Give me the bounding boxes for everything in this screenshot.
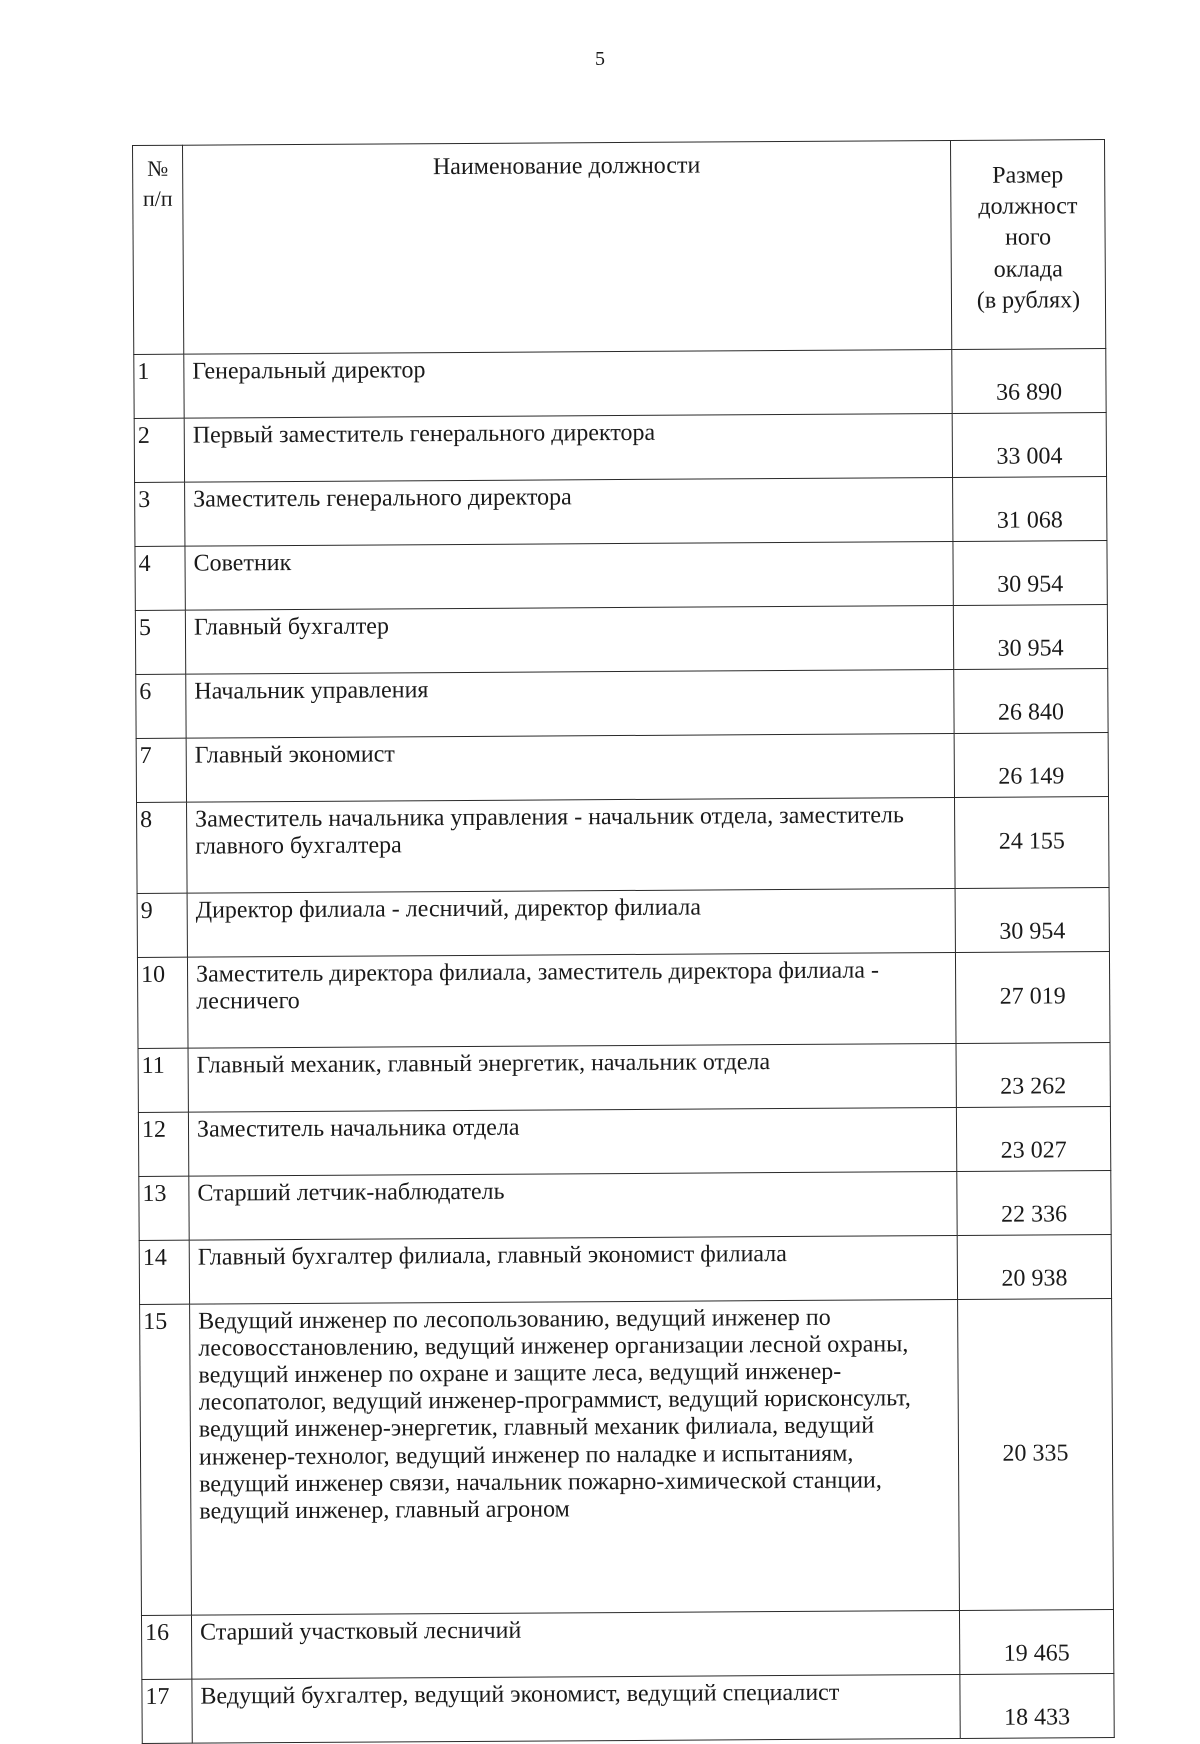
row-position-name: Ведущий бухгалтер, ведущий экономист, ведущий специалист <box>192 1674 960 1743</box>
row-position-name: Директор филиала - лесничий, директор филиала <box>187 888 955 957</box>
table-row <box>137 952 1110 1049</box>
table-row <box>135 477 1107 547</box>
table-row <box>134 349 1106 419</box>
row-salary: 30 954 <box>955 888 1109 953</box>
row-position-name: Главный бухгалтер филиала, главный экономист филиала <box>189 1235 957 1304</box>
table-row <box>141 1610 1113 1680</box>
row-salary: 31 068 <box>953 477 1107 542</box>
table-row <box>139 1235 1111 1305</box>
row-position-name: Старший летчик-наблюдатель <box>189 1171 957 1240</box>
row-position-name: Заместитель директора филиала, заместитель директора филиала - лесничего <box>187 952 956 1048</box>
row-position-name: Главный механик, главный энергетик, начальник отдела <box>188 1043 956 1112</box>
row-number: 5 <box>135 610 185 674</box>
row-salary: 30 954 <box>953 541 1107 606</box>
row-position-name: Главный экономист <box>186 733 954 802</box>
row-salary: 30 954 <box>953 605 1107 670</box>
page-number: 5 <box>595 48 605 70</box>
table-row <box>136 733 1108 803</box>
row-position-name: Старший участковый лесничий <box>191 1610 959 1679</box>
row-number: 6 <box>136 674 186 738</box>
row-salary: 23 027 <box>956 1107 1110 1172</box>
row-number: 12 <box>138 1112 188 1176</box>
row-position-name: Начальник управления <box>186 669 954 738</box>
table-row <box>139 1171 1111 1241</box>
row-number: 11 <box>138 1048 188 1112</box>
row-salary: 26 840 <box>954 669 1108 734</box>
row-number: 9 <box>137 893 187 957</box>
table-row <box>137 797 1110 894</box>
row-position-name: Главный бухгалтер <box>185 605 953 674</box>
row-salary: 27 019 <box>955 952 1110 1044</box>
row-number: 2 <box>134 418 184 482</box>
row-position-name: Заместитель генерального директора <box>185 477 953 546</box>
table-row <box>134 413 1106 483</box>
row-salary: 26 149 <box>954 733 1108 798</box>
salary-table <box>132 139 1115 1744</box>
row-number: 10 <box>137 957 188 1048</box>
row-salary: 24 155 <box>955 797 1110 889</box>
header-number: № п/п <box>133 145 184 354</box>
table-row <box>136 669 1108 739</box>
row-salary: 36 890 <box>952 349 1106 414</box>
row-position-name: Заместитель начальника управления - начальник отдела, заместитель главного бухгалтера <box>187 797 956 893</box>
table-row <box>138 1043 1110 1113</box>
table-row <box>135 605 1107 675</box>
row-salary: 23 262 <box>956 1043 1110 1108</box>
row-salary: 20 335 <box>958 1299 1114 1611</box>
row-position-name: Советник <box>185 541 953 610</box>
header-salary: Размер должност ного оклада (в рублях) <box>950 140 1105 350</box>
row-salary: 33 004 <box>952 413 1106 478</box>
row-salary: 20 938 <box>957 1235 1111 1300</box>
row-number: 3 <box>135 482 185 546</box>
table-header-row <box>133 140 1106 355</box>
header-position-name: Наименование должности <box>183 141 952 355</box>
row-number: 16 <box>141 1615 191 1679</box>
row-position-name: Ведущий инженер по лесопользованию, ведущий инженер по лесовосстановлению, ведущий инженер организации лесной охраны, ведущий инженер по охране и защите леса, ведущий инженер-лесопатолог, ведущий инженер-программист, ведущий юрисконсульт, ведущий инженер-энергетик, главный механик филиала, ведущий инженер-технолог, ведущий инженер по наладке и испытаниям, ведущий инженер связи, начальник пожарно-химической станции, ведущий инженер, главный агроном <box>190 1299 960 1615</box>
table-row <box>142 1674 1114 1744</box>
row-number: 8 <box>137 802 188 893</box>
table-row <box>135 541 1107 611</box>
row-salary: 22 336 <box>957 1171 1111 1236</box>
row-salary: 19 465 <box>959 1610 1113 1675</box>
row-salary: 18 433 <box>960 1674 1114 1739</box>
row-number: 1 <box>134 354 184 418</box>
row-number: 7 <box>136 738 186 802</box>
row-position-name: Первый заместитель генерального директора <box>184 413 952 482</box>
row-position-name: Генеральный директор <box>184 349 952 418</box>
table-row <box>140 1299 1114 1616</box>
table-row <box>138 1107 1110 1177</box>
row-number: 14 <box>139 1240 189 1304</box>
row-number: 15 <box>140 1304 192 1615</box>
table-row <box>137 888 1109 958</box>
row-number: 17 <box>142 1679 192 1743</box>
row-number: 13 <box>139 1176 189 1240</box>
row-number: 4 <box>135 546 185 610</box>
row-position-name: Заместитель начальника отдела <box>188 1107 956 1176</box>
